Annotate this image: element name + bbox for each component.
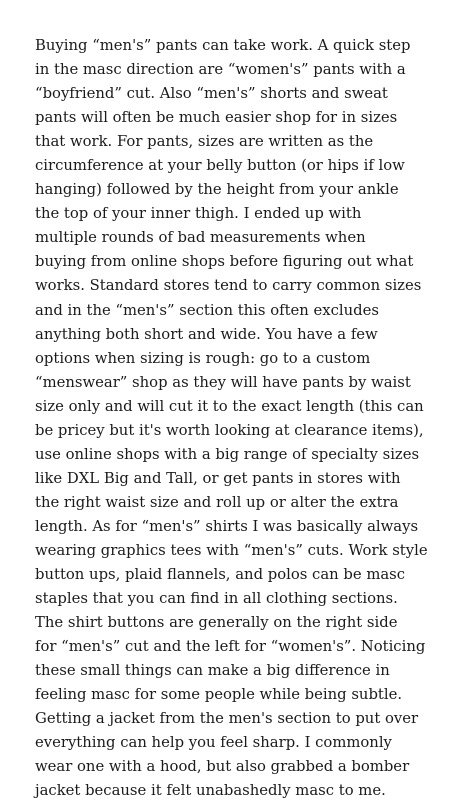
text-line: button ups, plaid flannels, and polos can be masc <box>35 566 406 584</box>
text-line: that work. For pants, sizes are written as the <box>35 133 374 151</box>
text-line: Buying “men's” pants can take work. A quick step <box>35 37 411 54</box>
text-line: the top of your inner thigh. I ended up with <box>35 205 362 223</box>
text-line: “menswear” shop as they will have pants by waist <box>35 373 411 391</box>
text-line: length. As for “men's” shirts I was basically always <box>35 517 419 535</box>
text-line: pants will often be much easier shop for in sizes <box>35 109 398 127</box>
text-line: these small things can make a big difference in <box>35 662 390 680</box>
text-line: size only and will cut it to the exact length (this can <box>35 397 424 415</box>
text-line: jacket because it felt unabashedly masc to me. <box>35 782 386 800</box>
text-line: hanging) followed by the height from your ankle <box>35 181 399 199</box>
text-line: “boyfriend” cut. Also “men's” shorts and sweat <box>35 85 388 103</box>
text-line: use online shops with a big range of specialty sizes <box>35 445 420 463</box>
text-line: like DXL Big and Tall, or get pants in stores with <box>35 469 401 487</box>
text-line: circumference at your belly button (or hips if low <box>35 157 405 175</box>
text-line: the right waist size and roll up or alter the extra <box>35 493 399 511</box>
text-line: works. Standard stores tend to carry common sizes <box>35 277 422 295</box>
text-line: for “men's” cut and the left for “women's”. Noticing <box>35 638 426 656</box>
text-line: be pricey but it's worth looking at clearance items), <box>35 421 424 439</box>
text-line: The shirt buttons are generally on the right side <box>35 614 398 632</box>
text-line: Getting a jacket from the men's section to put over <box>35 710 419 728</box>
text-line: everything can help you feel sharp. I commonly <box>35 734 392 752</box>
text-line: buying from online shops before figuring out what <box>35 253 414 271</box>
text-line: anything both short and wide. You have a few <box>35 325 378 343</box>
text-line: feeling masc for some people while being subtle. <box>35 686 403 704</box>
text-line: in the masc direction are “women's” pants with a <box>35 61 406 79</box>
text-line: wear one with a hood, but also grabbed a bomber <box>35 758 410 776</box>
text-line: multiple rounds of bad measurements when <box>35 229 366 247</box>
text-line: wearing graphics tees with “men's” cuts. Work style <box>35 541 428 559</box>
text-line: options when sizing is rough: go to a custom <box>35 349 371 367</box>
body-text <box>35 34 445 804</box>
text-line: staples that you can find in all clothing sections. <box>35 590 398 608</box>
text-line: and in the “men's” section this often excludes <box>35 301 379 319</box>
